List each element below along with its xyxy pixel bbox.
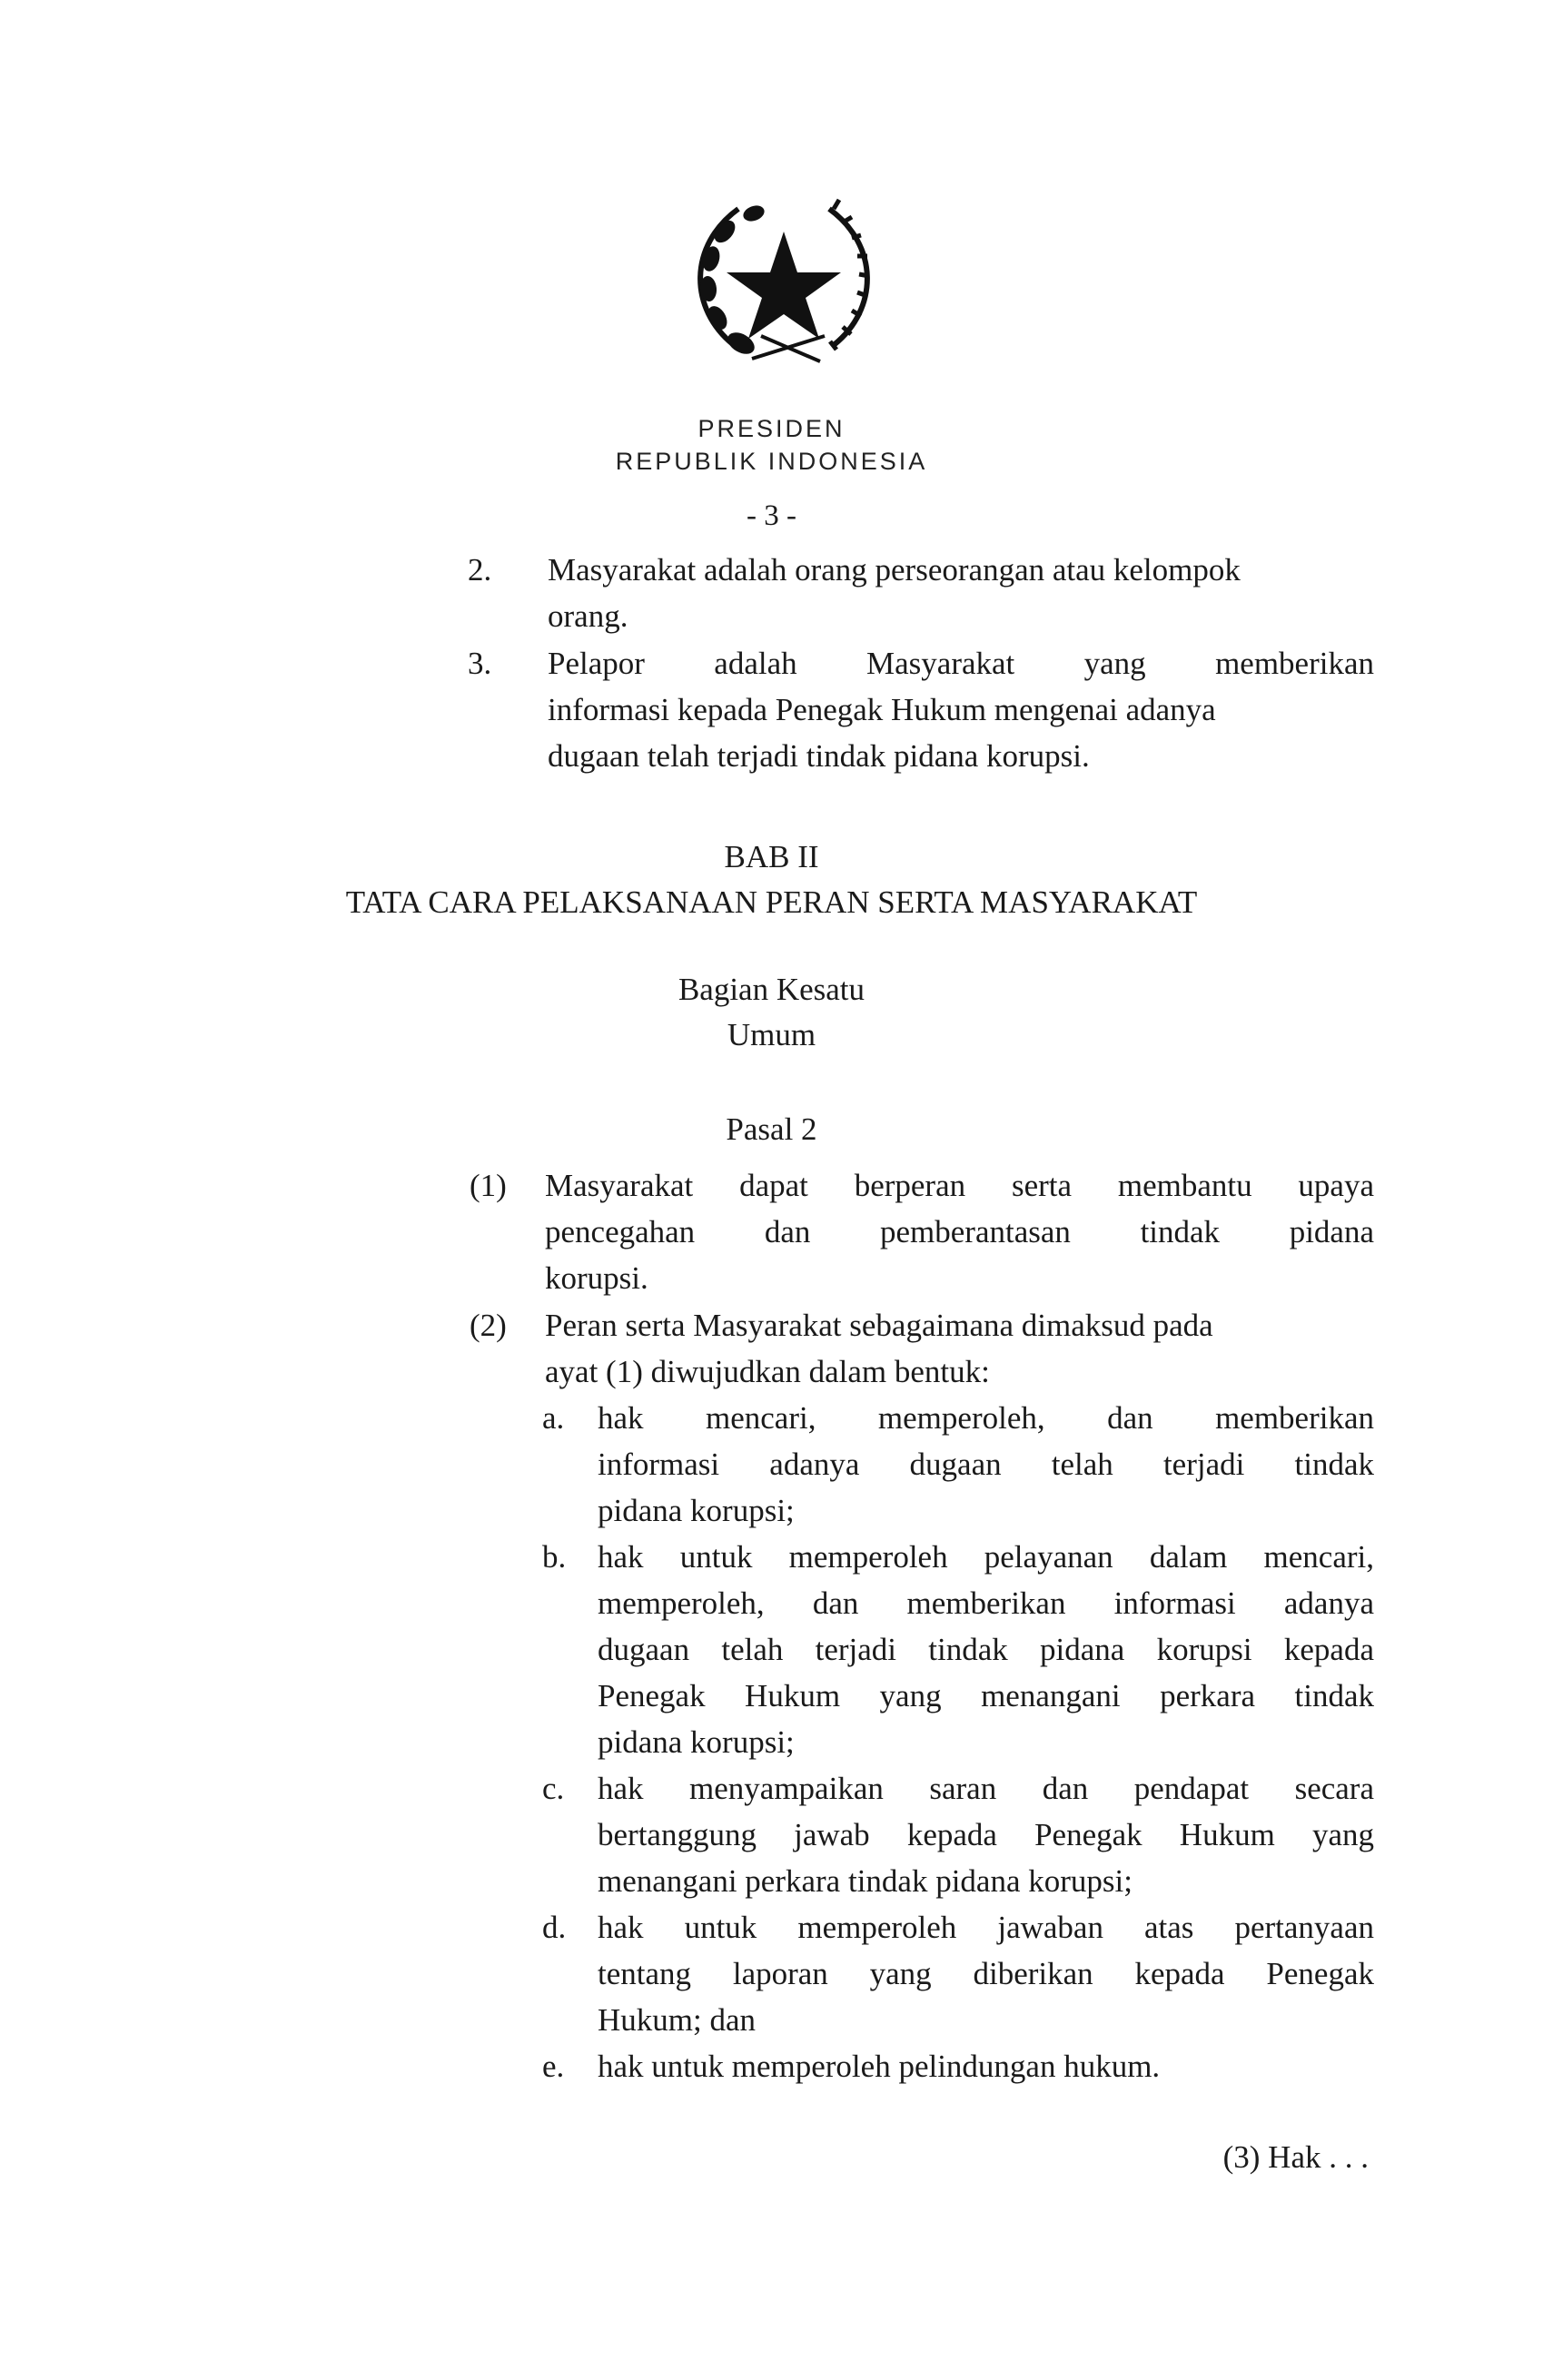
list-item-line: memperoleh, dan memberikan informasi adanya — [598, 1585, 1374, 1621]
list-item-line: Hukum; dan — [598, 2002, 757, 2038]
paragraph-line: ayat (1) diwujudkan dalam bentuk: — [545, 1354, 990, 1389]
list-item-letter: b. — [542, 1539, 567, 1575]
list-item-letter: d. — [542, 1910, 567, 1945]
chapter-label: BAB II — [724, 839, 819, 874]
list-item-line: hak untuk memperoleh pelayanan dalam mencari, — [598, 1539, 1374, 1575]
list-item-line: hak menyampaikan saran dan pendapat secara — [598, 1771, 1374, 1806]
chapter-title: TATA CARA PELAKSANAAN PERAN SERTA MASYARAKAT — [345, 884, 1198, 920]
definition-line: informasi kepada Penegak Hukum mengenai adanya — [548, 692, 1216, 727]
garuda-star-emblem-icon — [670, 182, 897, 390]
list-item-line: hak mencari, memperoleh, dan memberikan — [598, 1400, 1374, 1436]
list-item-letter: a. — [542, 1400, 565, 1436]
list-item-line: pidana korupsi; — [598, 1493, 795, 1528]
list-item-line: dugaan telah terjadi tindak pidana korupsi kepada — [598, 1632, 1374, 1667]
list-item-line: menangani perkara tindak pidana korupsi; — [598, 1863, 1133, 1899]
list-item-line: informasi adanya dugaan telah terjadi tindak — [598, 1447, 1374, 1482]
continuation-text: (3) Hak . . . — [1222, 2139, 1369, 2175]
section-label: Bagian Kesatu — [678, 972, 865, 1007]
list-item-letter: c. — [542, 1771, 565, 1806]
header-republik-indonesia: REPUBLIK INDONESIA — [615, 448, 928, 475]
definition-number: 3. — [468, 646, 492, 681]
definition-line: orang. — [548, 598, 628, 634]
paragraph-number: (1) — [470, 1168, 507, 1203]
article-title: Pasal 2 — [726, 1111, 817, 1147]
definition-line: Pelapor adalah Masyarakat yang memberikan — [548, 646, 1374, 681]
definition-line: dugaan telah terjadi tindak pidana korupsi. — [548, 738, 1090, 774]
section-title: Umum — [727, 1017, 816, 1052]
list-item-letter: e. — [542, 2049, 565, 2084]
page-number: - 3 - — [747, 499, 796, 532]
paragraph-line: Peran serta Masyarakat sebagaimana dimaksud pada — [545, 1308, 1213, 1343]
paragraph-line: korupsi. — [545, 1260, 648, 1296]
header-presiden: PRESIDEN — [697, 415, 846, 442]
paragraph-line: Masyarakat dapat berperan serta membantu upaya — [545, 1168, 1374, 1203]
paragraph-number: (2) — [470, 1308, 507, 1343]
list-item-line: hak untuk memperoleh pelindungan hukum. — [598, 2049, 1161, 2084]
list-item-line: pidana korupsi; — [598, 1724, 795, 1760]
list-item-line: bertanggung jawab kepada Penegak Hukum yang — [598, 1817, 1374, 1852]
list-item-line: Penegak Hukum yang menangani perkara tindak — [598, 1678, 1374, 1713]
list-item-line: hak untuk memperoleh jawaban atas pertanyaan — [598, 1910, 1374, 1945]
list-item-line: tentang laporan yang diberikan kepada Penegak — [598, 1956, 1374, 1991]
definition-number: 2. — [468, 552, 492, 588]
definition-line: Masyarakat adalah orang perseorangan atau kelompok — [548, 552, 1241, 588]
paragraph-line: pencegahan dan pemberantasan tindak pidana — [545, 1214, 1374, 1249]
